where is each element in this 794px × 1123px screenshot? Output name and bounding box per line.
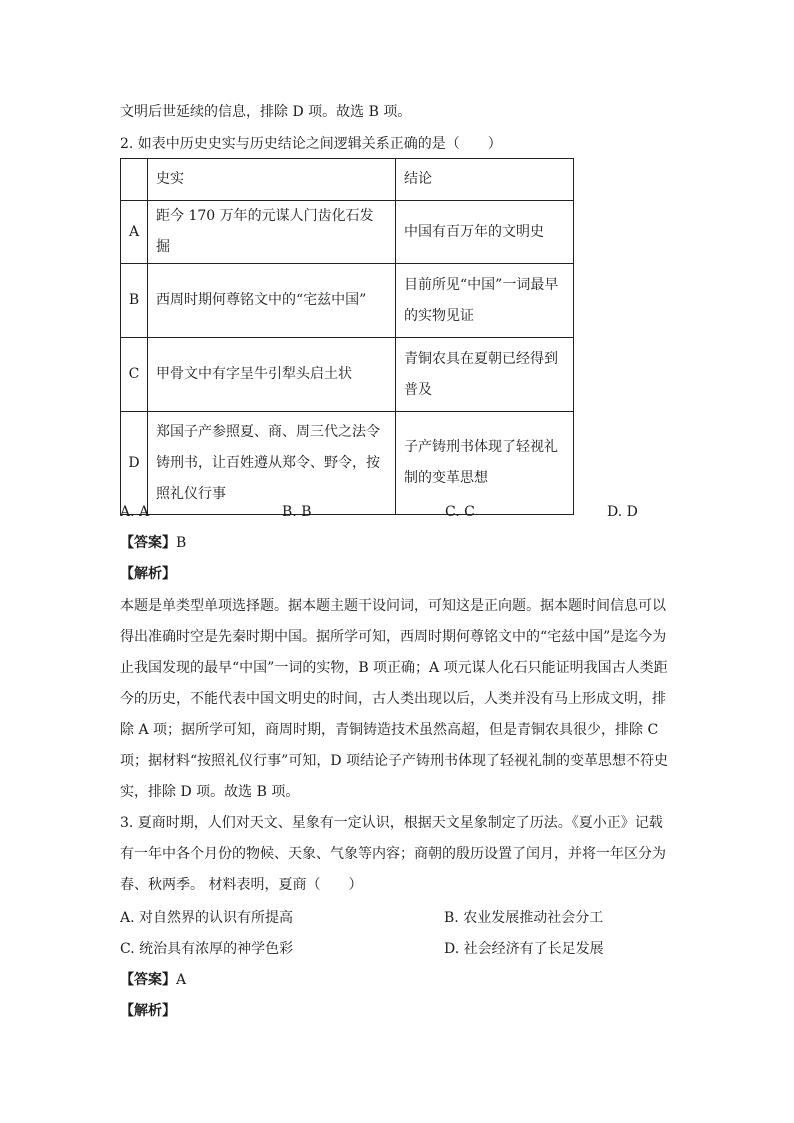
row-letter: D: [121, 412, 148, 515]
q2-option-a: A. A: [120, 504, 150, 520]
table-header-blank: [121, 159, 148, 201]
table-row: [121, 412, 574, 515]
answer-value: A: [176, 972, 187, 988]
row-fact: 甲骨文中有字呈牛引犁头启土状: [148, 338, 396, 412]
table-header-conclusion: 结论: [396, 159, 574, 201]
intro-line: 文明后世延续的信息，排除 D 项。故选 B 项。: [120, 104, 412, 120]
row-fact: 郑国子产参照夏、商、周三代之法令 铸刑书，让百姓遵从郑令、野令，按 照礼仪行事: [148, 412, 396, 515]
question-2-stem: 2. 如表中历史史实与历史结论之间逻辑关系正确的是（ ）: [120, 136, 502, 152]
table-row: [121, 338, 574, 412]
row-fact: 西周时期何尊铭文中的“宅兹中国”: [148, 264, 396, 338]
table-row: [121, 201, 574, 264]
row-conclusion: 中国有百万年的文明史: [396, 201, 574, 264]
q2-option-b: B. B: [282, 504, 312, 520]
row-conclusion: 青铜农具在夏朝已经得到 普及: [396, 338, 574, 412]
q2-analysis-label: 【解析】: [120, 566, 176, 582]
row-letter: B: [121, 264, 148, 338]
q3-option-d: D. 社会经济有了长足发展: [444, 941, 604, 957]
row-conclusion: 子产铸刑书体现了轻视礼 制的变革思想: [396, 412, 574, 515]
q2-answer: [120, 533, 186, 553]
table-row: [121, 264, 574, 338]
q3-option-a: A. 对自然界的认识有所提高: [120, 910, 294, 926]
q2-option-d: D. D: [607, 504, 638, 520]
row-conclusion: 目前所见“中国”一词最早 的实物见证: [396, 264, 574, 338]
question-3-stem: 3. 夏商时期，人们对天文、星象有一定认识，根据天文星象制定了历法。《夏小正》记载 有一年中各个月份的物候、天象、气象等内容；商朝的殷历设置了闰月，并将一年区分为 春、秋两季。 材料表明，夏商（ ）: [120, 815, 666, 893]
answer-label: 【答案】: [120, 535, 176, 551]
answer-value: B: [176, 535, 187, 551]
row-fact: 距今 170 万年的元谋人门齿化石发掘: [148, 201, 396, 264]
row-letter: A: [121, 201, 148, 264]
table-header-fact: 史实: [148, 159, 396, 201]
q3-analysis-label: 【解析】: [120, 1003, 176, 1019]
answer-label: 【答案】: [120, 972, 176, 988]
q3-answer: [120, 970, 186, 990]
row-letter: C: [121, 338, 148, 412]
q3-option-c: C. 统治具有浓厚的神学色彩: [120, 941, 294, 957]
table-header-row: [121, 159, 574, 201]
q2-option-c: C. C: [445, 504, 475, 520]
q2-analysis-text: 本题是单类型单项选择题。据本题主题干设问词，可知这是正向题。据本题时间信息可以 得出准确时空是先秦时期中国。据所学可知，西周时期何尊铭文中的“宅兹中国”是迄今为 止我国发现的最早“中国”一词的实物，B 项正确；A 项元谋人化石只能证明我国古人类距 今的历史，不能代表中国文明史的时间，古人类出现以后，人类并没有马上形成文明，排 除 A 项；据所学可知，商周时期，青铜铸造技术虽然高超，但是青铜农具很少，排除 C 项；据材料“按照礼仪行事”可知，D 项结论子产铸刑书体现了轻视礼制的变革思想不符史 实，排除 D 项。故选 B 项。: [120, 598, 668, 800]
history-table: [120, 158, 574, 515]
q3-option-b: B. 农业发展推动社会分工: [444, 910, 604, 926]
